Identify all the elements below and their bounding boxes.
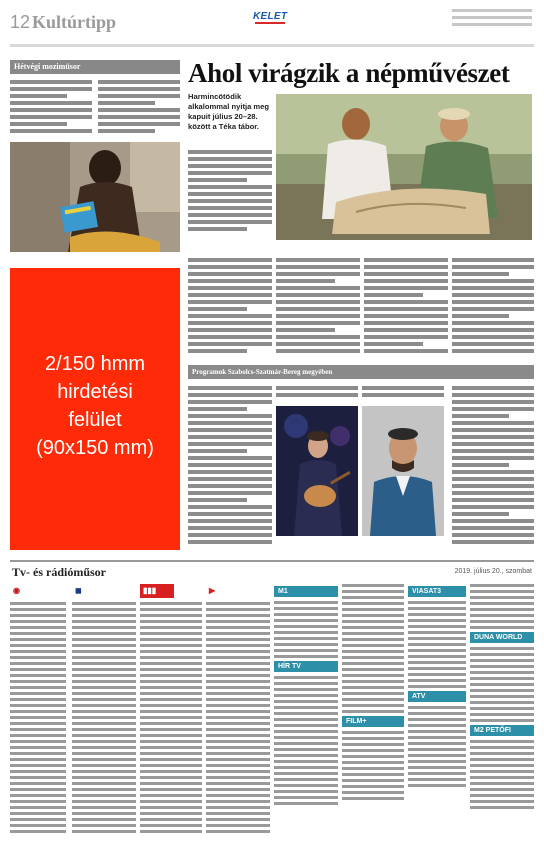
tv-divider <box>10 560 534 562</box>
channel-logo-3: ▮▮▮ <box>140 584 174 598</box>
tv-date: 2019. július 20., szombat <box>454 568 532 575</box>
tv-column-7 <box>408 584 466 790</box>
article-lead: Harmincötödik alkalommal nyitja meg kapuit július 20–28. között a Téka tábor. <box>188 92 270 131</box>
photo-singer-guitar <box>276 406 358 536</box>
programs-col4 <box>452 386 534 547</box>
article-body-col1 <box>188 258 272 356</box>
article-body-col3 <box>364 258 448 356</box>
logo-text: KELET <box>253 11 288 22</box>
section-title: Kultúrtipp <box>32 12 117 32</box>
newspaper-logo <box>253 11 289 25</box>
weekend-listing-right <box>98 80 180 136</box>
channel-bar-atv: ATV <box>408 691 466 702</box>
channel-bar-filmplus: FILM+ <box>342 716 404 727</box>
article-body-col2 <box>276 258 360 356</box>
weekend-listing-left <box>10 80 92 136</box>
advertisement-placeholder <box>10 268 180 550</box>
header-rules <box>452 9 532 30</box>
channel-bar-m2petofi: M2 PETŐFI <box>470 725 534 736</box>
article-body-intro <box>188 150 272 234</box>
tv-column-4 <box>206 584 270 836</box>
channel-logo-1: ◉ <box>13 586 20 595</box>
page-header <box>0 0 544 48</box>
tv-column-1 <box>10 584 66 836</box>
page-number: 12 <box>10 12 31 32</box>
article-headline: Ahol virágzik a népművészet <box>188 58 510 88</box>
ad-line: 2/150 hmm <box>44 353 146 375</box>
ad-text <box>10 350 180 462</box>
programs-col1 <box>188 386 272 547</box>
channel-bar-viasat3: VIASAT3 <box>408 586 466 597</box>
programs-col3-top <box>362 386 444 400</box>
tv-column-6 <box>342 584 404 803</box>
tv-title: Tv- és rádióműsor <box>12 565 106 579</box>
tv-column-2 <box>72 584 136 836</box>
article-body-col4 <box>452 258 534 356</box>
logo-underline <box>255 22 285 24</box>
ad-line: hirdetési <box>57 381 133 403</box>
channel-logo-4: ▶ <box>209 586 216 595</box>
programs-col2-top <box>276 386 358 400</box>
photo-singer-portrait <box>362 406 444 536</box>
programs-heading: Programok Szabolcs-Szatmár-Bereg megyében <box>188 365 534 379</box>
photo-woodcarving <box>276 94 532 240</box>
channel-bar-m1: M1 <box>274 586 338 597</box>
tv-column-8 <box>470 584 534 812</box>
photo-boy-reading <box>10 142 180 252</box>
tv-column-3 <box>140 584 202 836</box>
channel-bar-dunaworld: DUNA WORLD <box>470 632 534 643</box>
ad-line: (90x150 mm) <box>36 437 154 459</box>
tv-column-5 <box>274 584 338 808</box>
weekend-heading: Hétvégi mozimüsor <box>10 60 180 74</box>
ad-line: felület <box>68 409 122 431</box>
header-divider <box>10 44 534 47</box>
channel-bar-hirtv: HÍR TV <box>274 661 338 672</box>
channel-logo-2: ◼ <box>75 586 82 595</box>
